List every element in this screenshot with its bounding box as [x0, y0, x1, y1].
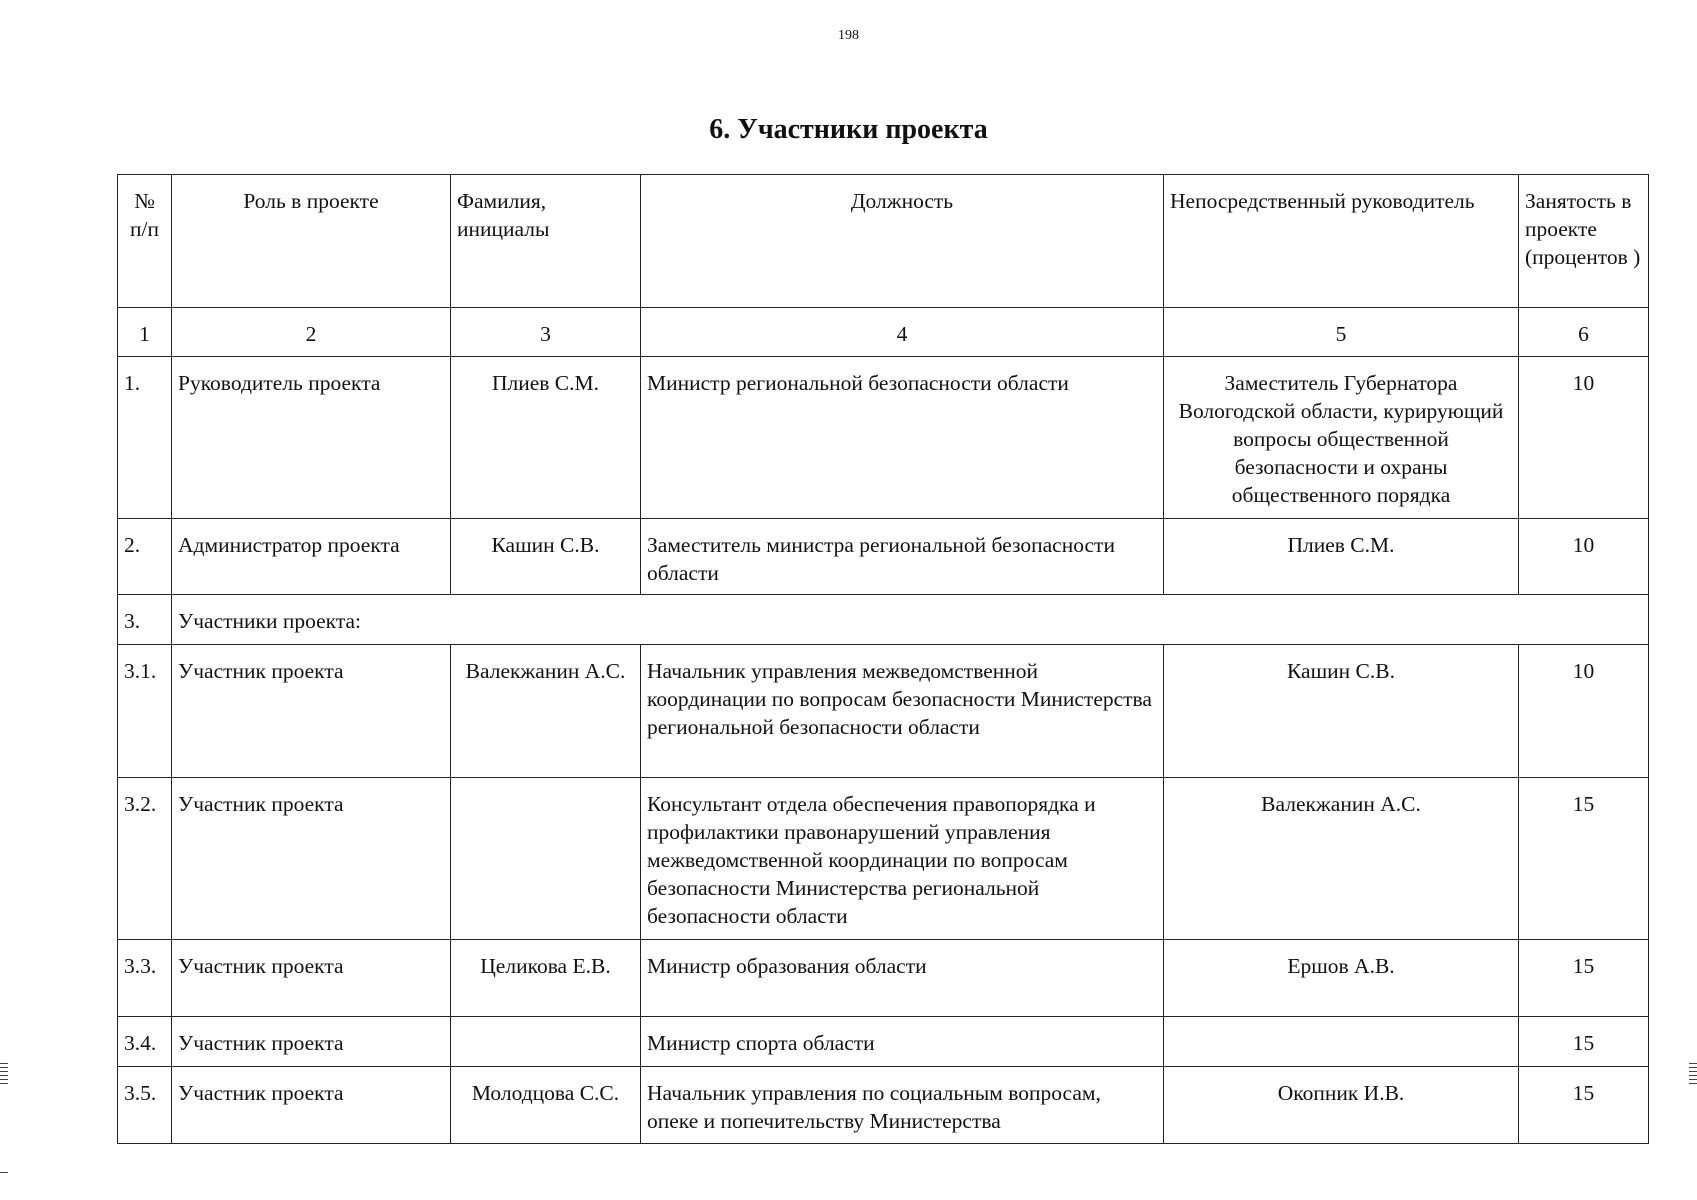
header-load: Занятость в проекте (процентов ) [1519, 175, 1649, 308]
column-number: 6 [1519, 308, 1649, 357]
row-role: Участник проекта [172, 1067, 451, 1144]
section-label: Участники проекта: [172, 595, 1649, 645]
row-supervisor: Ершов А.В. [1164, 940, 1519, 1017]
page-number: 198 [838, 28, 859, 43]
section-row [118, 595, 1649, 645]
row-position: Министр региональной безопасности области [641, 357, 1164, 519]
row-name: Целикова Е.В. [451, 940, 641, 1017]
participants-table [117, 174, 1649, 1144]
row-number: 2. [118, 519, 172, 595]
row-supervisor: Кашин С.В. [1164, 645, 1519, 778]
row-number: 1. [118, 357, 172, 519]
row-role: Участник проекта [172, 778, 451, 940]
row-load: 15 [1519, 1017, 1649, 1067]
row-role: Администратор проекта [172, 519, 451, 595]
row-load: 10 [1519, 645, 1649, 778]
row-number: 3.3. [118, 940, 172, 1017]
row-load: 15 [1519, 940, 1649, 1017]
column-number: 3 [451, 308, 641, 357]
header-name: Фамилия, инициалы [451, 175, 641, 308]
row-supervisor: Окопник И.В. [1164, 1067, 1519, 1144]
table-row [118, 1017, 1649, 1067]
table-row [118, 645, 1649, 778]
table-header-row [118, 175, 1649, 308]
column-number-row [118, 308, 1649, 357]
row-name: Плиев С.М. [451, 357, 641, 519]
column-number: 1 [118, 308, 172, 357]
header-role: Роль в проекте [172, 175, 451, 308]
column-number: 2 [172, 308, 451, 357]
header-supervisor: Непосредственный руководитель [1164, 175, 1519, 308]
row-name [451, 1017, 641, 1067]
table-row [118, 357, 1649, 519]
row-name [451, 778, 641, 940]
scan-corner-tick [0, 1172, 8, 1173]
row-role: Участник проекта [172, 940, 451, 1017]
table-row [118, 519, 1649, 595]
row-number: 3.4. [118, 1017, 172, 1067]
row-name: Молодцова С.С. [451, 1067, 641, 1144]
column-number: 4 [641, 308, 1164, 357]
row-number: 3.1. [118, 645, 172, 778]
row-position: Консультант отдела обеспечения правопорядка и профилактики правонарушений управления межведомственной координации по вопросам безопасности Министерства региональной безопасности области [641, 778, 1164, 940]
row-position: Начальник управления по социальным вопросам, опеке и попечительству Министерства [641, 1067, 1164, 1144]
row-role: Участник проекта [172, 1017, 451, 1067]
header-position: Должность [641, 175, 1164, 308]
row-load: 15 [1519, 778, 1649, 940]
scan-edge-mark-right [1689, 1063, 1697, 1085]
row-role: Участник проекта [172, 645, 451, 778]
row-load: 15 [1519, 1067, 1649, 1144]
row-role: Руководитель проекта [172, 357, 451, 519]
page-title: 6. Участники проекта [709, 114, 988, 145]
row-supervisor: Заместитель Губернатора Вологодской области, курирующий вопросы общественной безопасности и охраны общественного порядка [1164, 357, 1519, 519]
table-row [118, 778, 1649, 940]
row-supervisor: Плиев С.М. [1164, 519, 1519, 595]
row-number: 3.5. [118, 1067, 172, 1144]
table-row [118, 940, 1649, 1017]
row-name: Кашин С.В. [451, 519, 641, 595]
row-number: 3. [118, 595, 172, 645]
row-name: Валекжанин А.С. [451, 645, 641, 778]
row-load: 10 [1519, 519, 1649, 595]
column-number: 5 [1164, 308, 1519, 357]
row-position: Заместитель министра региональной безопасности области [641, 519, 1164, 595]
table-row [118, 1067, 1649, 1144]
row-number: 3.2. [118, 778, 172, 940]
row-supervisor [1164, 1017, 1519, 1067]
row-load: 10 [1519, 357, 1649, 519]
header-no: № п/п [118, 175, 172, 308]
row-position: Министр спорта области [641, 1017, 1164, 1067]
row-position: Министр образования области [641, 940, 1164, 1017]
scan-edge-mark-left [0, 1063, 8, 1085]
row-position: Начальник управления межведомственной координации по вопросам безопасности Министерства региональной безопасности области [641, 645, 1164, 778]
row-supervisor: Валекжанин А.С. [1164, 778, 1519, 940]
